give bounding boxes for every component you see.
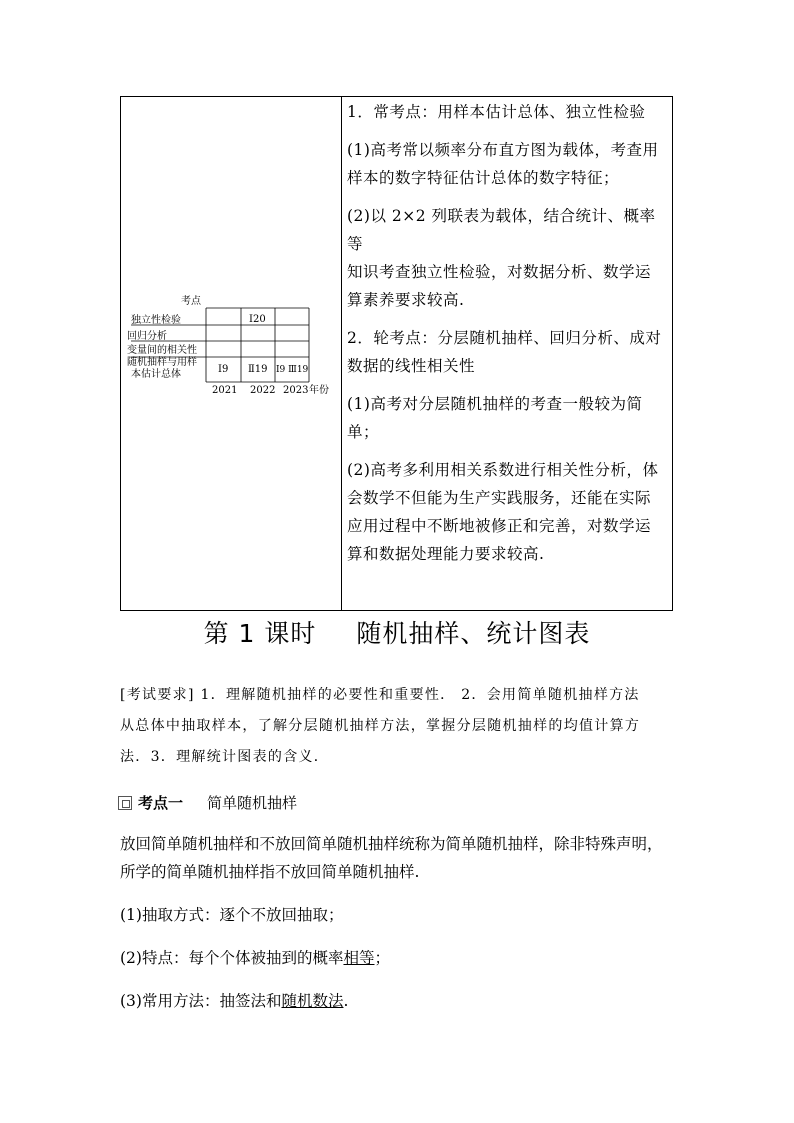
list-item-text: . [343, 992, 349, 1010]
section-marker-icon [118, 796, 132, 810]
chart-cell-value: Ⅰ9 Ⅲ19 [276, 365, 309, 375]
list-item [120, 987, 690, 1015]
list-item-text: ； [374, 949, 390, 967]
chart-row-label: 随机抽样与用样 [127, 357, 197, 368]
lesson-title [0, 614, 794, 650]
paragraph: (2)以 2×2 列联表为载体，结合统计、概率等 [347, 207, 656, 253]
chart-year-label: 2021 [212, 385, 238, 396]
chart-row-label: 回归分析 [127, 331, 167, 342]
chart-cell-value: Ⅰ20 [249, 314, 266, 325]
list-item [120, 944, 690, 972]
paragraph: 所学的简单随机抽样指不放回简单随机抽样. [120, 863, 420, 881]
section-name: 简单随机抽样 [207, 794, 298, 812]
exam-analysis-text [347, 97, 669, 568]
exam-frequency-chart [121, 292, 336, 402]
paragraph: 1．常考点：用样本估计总体、独立性检验 [347, 103, 646, 121]
exam-requirements [120, 680, 680, 773]
paragraph: 会数学不但能为生产实践服务，还能在实际 [347, 489, 652, 507]
section-heading [118, 792, 297, 813]
paragraph: (2)高考多利用相关系数进行相关性分析，体 [347, 461, 659, 479]
chart-row-label: 独立性检验 [131, 315, 181, 326]
lesson-number: 第 1 课时 [203, 619, 317, 648]
section-body [120, 830, 690, 1015]
chart-year-label: 2022 [250, 385, 276, 396]
requirements-line: [考试要求] 1．理解随机抽样的必要性和重要性． 2．会用简单随机抽样方法 [120, 687, 640, 703]
chart-row-label: 本估计总体 [131, 369, 181, 380]
paragraph: 数据的线性相关性 [347, 357, 476, 375]
paragraph: 应用过程中不断地被修正和完善，对数学运 [347, 517, 652, 535]
list-item-text: (3)常用方法：抽签法和 [120, 992, 282, 1010]
list-item-text: (2)特点：每个个体被抽到的概率 [120, 949, 344, 967]
chart-axis-label: 考点 [181, 296, 201, 307]
chart-year-label: 2023 [283, 385, 309, 396]
fill-answer: 随机数法 [281, 992, 344, 1010]
paragraph: 算和数据处理能力要求较高. [347, 545, 545, 563]
paragraph: (1)高考对分层随机抽样的考查一般较为简 [347, 395, 643, 413]
paragraph: 2．轮考点：分层随机抽样、回归分析、成对 [347, 329, 662, 347]
overview-table [120, 96, 673, 611]
fill-answer: 相等 [343, 949, 375, 967]
paragraph: 算素养要求较高. [347, 291, 465, 309]
paragraph: 单； [347, 423, 380, 441]
list-item: (1)抽取方式：逐个不放回抽取； [120, 906, 344, 924]
chart-cell-value: Ⅰ9 [218, 364, 229, 375]
chart-x-label: 年份 [309, 385, 329, 396]
paragraph: 知识考查独立性检验，对数据分析、数学运 [347, 263, 652, 281]
requirements-line: 法．3．理解统计图表的含义． [120, 749, 330, 765]
chart-cell-value: Ⅱ19 [248, 364, 268, 375]
chart-row-label: 变量间的相关性 [127, 345, 197, 356]
paragraph: 样本的数字特征估计总体的数字特征； [347, 169, 620, 187]
table-divider [341, 97, 342, 610]
lesson-topic: 随机抽样、统计图表 [356, 619, 591, 648]
section-label: 考点一 [138, 794, 184, 812]
requirements-line: 从总体中抽取样本，了解分层随机抽样方法，掌握分层随机抽样的均值计算方 [120, 718, 641, 734]
paragraph: 放回简单随机抽样和不放回简单随机抽样统称为简单随机抽样，除非特殊声明， [120, 835, 663, 853]
paragraph: (1)高考常以频率分布直方图为载体，考查用 [347, 141, 659, 159]
